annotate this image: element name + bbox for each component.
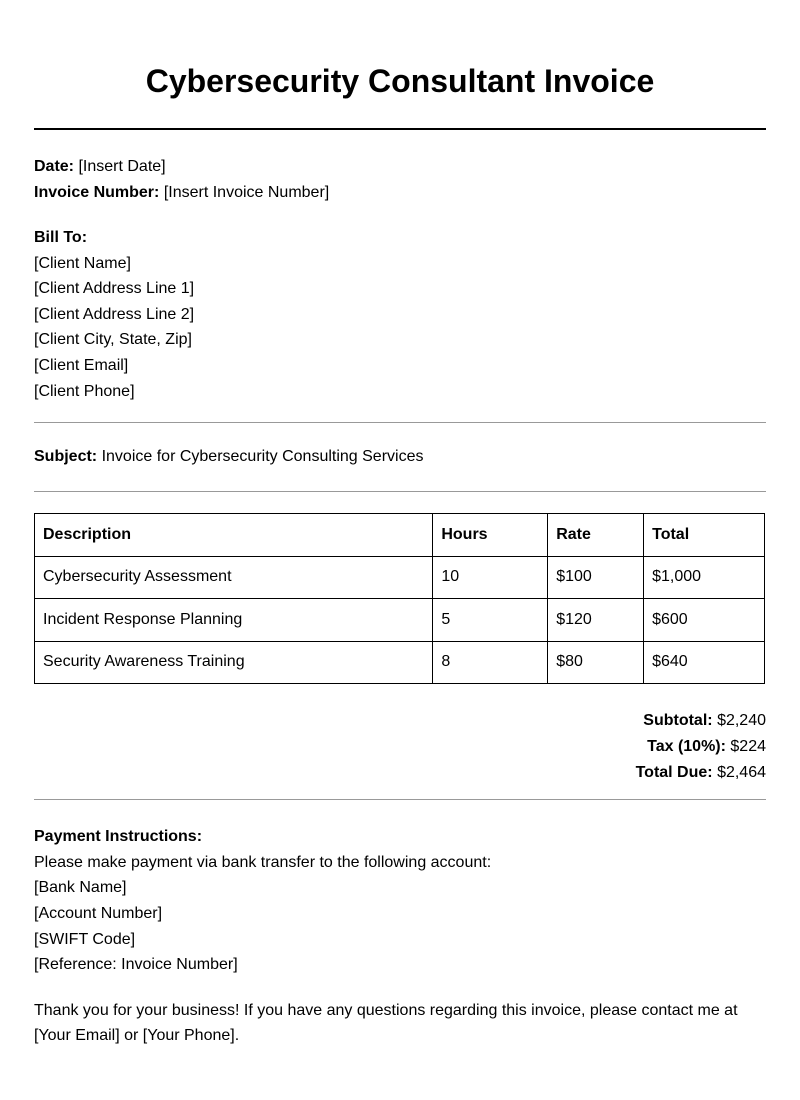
table-header-row	[35, 514, 765, 557]
cell-total: $640	[644, 641, 765, 684]
invoice-title: Cybersecurity Consultant Invoice	[145, 63, 655, 99]
bill-to-block	[34, 225, 766, 404]
subject-label: Subject:	[34, 448, 98, 466]
invoice-number-value: [Insert Invoice Number]	[163, 184, 330, 201]
payment-reference: [Reference: Invoice Number]	[34, 956, 238, 974]
client-address-line-1: [Client Address Line 1]	[34, 280, 195, 298]
account-number: [Account Number]	[34, 904, 163, 922]
bill-to-label: Bill To:	[34, 229, 88, 246]
tax-line	[34, 734, 766, 760]
divider	[34, 491, 766, 492]
client-city-state-zip: [Client City, State, Zip]	[34, 331, 192, 349]
cell-rate: $100	[548, 556, 644, 599]
subject-line	[34, 447, 766, 467]
cell-total: $1,000	[644, 556, 765, 599]
date-value: [Insert Date]	[78, 158, 166, 175]
header-total: Total	[644, 514, 765, 557]
cell-total: $600	[644, 599, 765, 642]
subtotal-line	[34, 708, 766, 734]
client-name: [Client Name]	[34, 254, 131, 272]
thank-you-note: Thank you for your business! If you have any questions regarding this invoice, please contact me at [Your Email] or [Your Phone].	[34, 1001, 738, 1044]
invoice-number-line	[34, 180, 766, 206]
title-divider	[34, 128, 766, 130]
table-row	[35, 556, 765, 599]
divider	[34, 799, 766, 800]
cell-hours: 10	[433, 556, 548, 599]
cell-hours: 8	[433, 641, 548, 684]
header-hours: Hours	[433, 514, 548, 557]
divider	[34, 422, 766, 423]
tax-value: $224	[730, 738, 766, 756]
payment-intro: Please make payment via bank transfer to the following account:	[34, 853, 492, 871]
swift-code: [SWIFT Code]	[34, 930, 136, 948]
header-rate: Rate	[548, 514, 644, 557]
totals-block	[34, 708, 766, 786]
bank-name: [Bank Name]	[34, 879, 127, 897]
total-due-label: Total Due:	[635, 764, 713, 782]
total-due-value: $2,464	[717, 764, 766, 782]
cell-description: Security Awareness Training	[35, 641, 433, 684]
cell-description: Incident Response Planning	[35, 599, 433, 642]
total-due-line	[34, 760, 766, 786]
subtotal-value: $2,240	[717, 712, 766, 730]
table-row	[35, 641, 765, 684]
cell-description: Cybersecurity Assessment	[35, 556, 433, 599]
subject-value: Invoice for Cybersecurity Consulting Services	[101, 448, 424, 466]
tax-label: Tax (10%):	[647, 738, 726, 756]
invoice-number-label: Invoice Number:	[34, 184, 160, 201]
cell-rate: $120	[548, 599, 644, 642]
client-phone: [Client Phone]	[34, 382, 135, 400]
date-line	[34, 154, 766, 180]
cell-rate: $80	[548, 641, 644, 684]
client-email: [Client Email]	[34, 356, 129, 374]
date-label: Date:	[34, 158, 75, 175]
payment-instructions	[34, 824, 766, 978]
cell-hours: 5	[433, 599, 548, 642]
invoice-meta	[34, 154, 766, 206]
services-table	[34, 513, 765, 684]
payment-label: Payment Instructions:	[34, 828, 203, 846]
header-description: Description	[35, 514, 433, 557]
table-row	[35, 599, 765, 642]
subtotal-label: Subtotal:	[643, 712, 713, 730]
client-address-line-2: [Client Address Line 2]	[34, 305, 195, 323]
